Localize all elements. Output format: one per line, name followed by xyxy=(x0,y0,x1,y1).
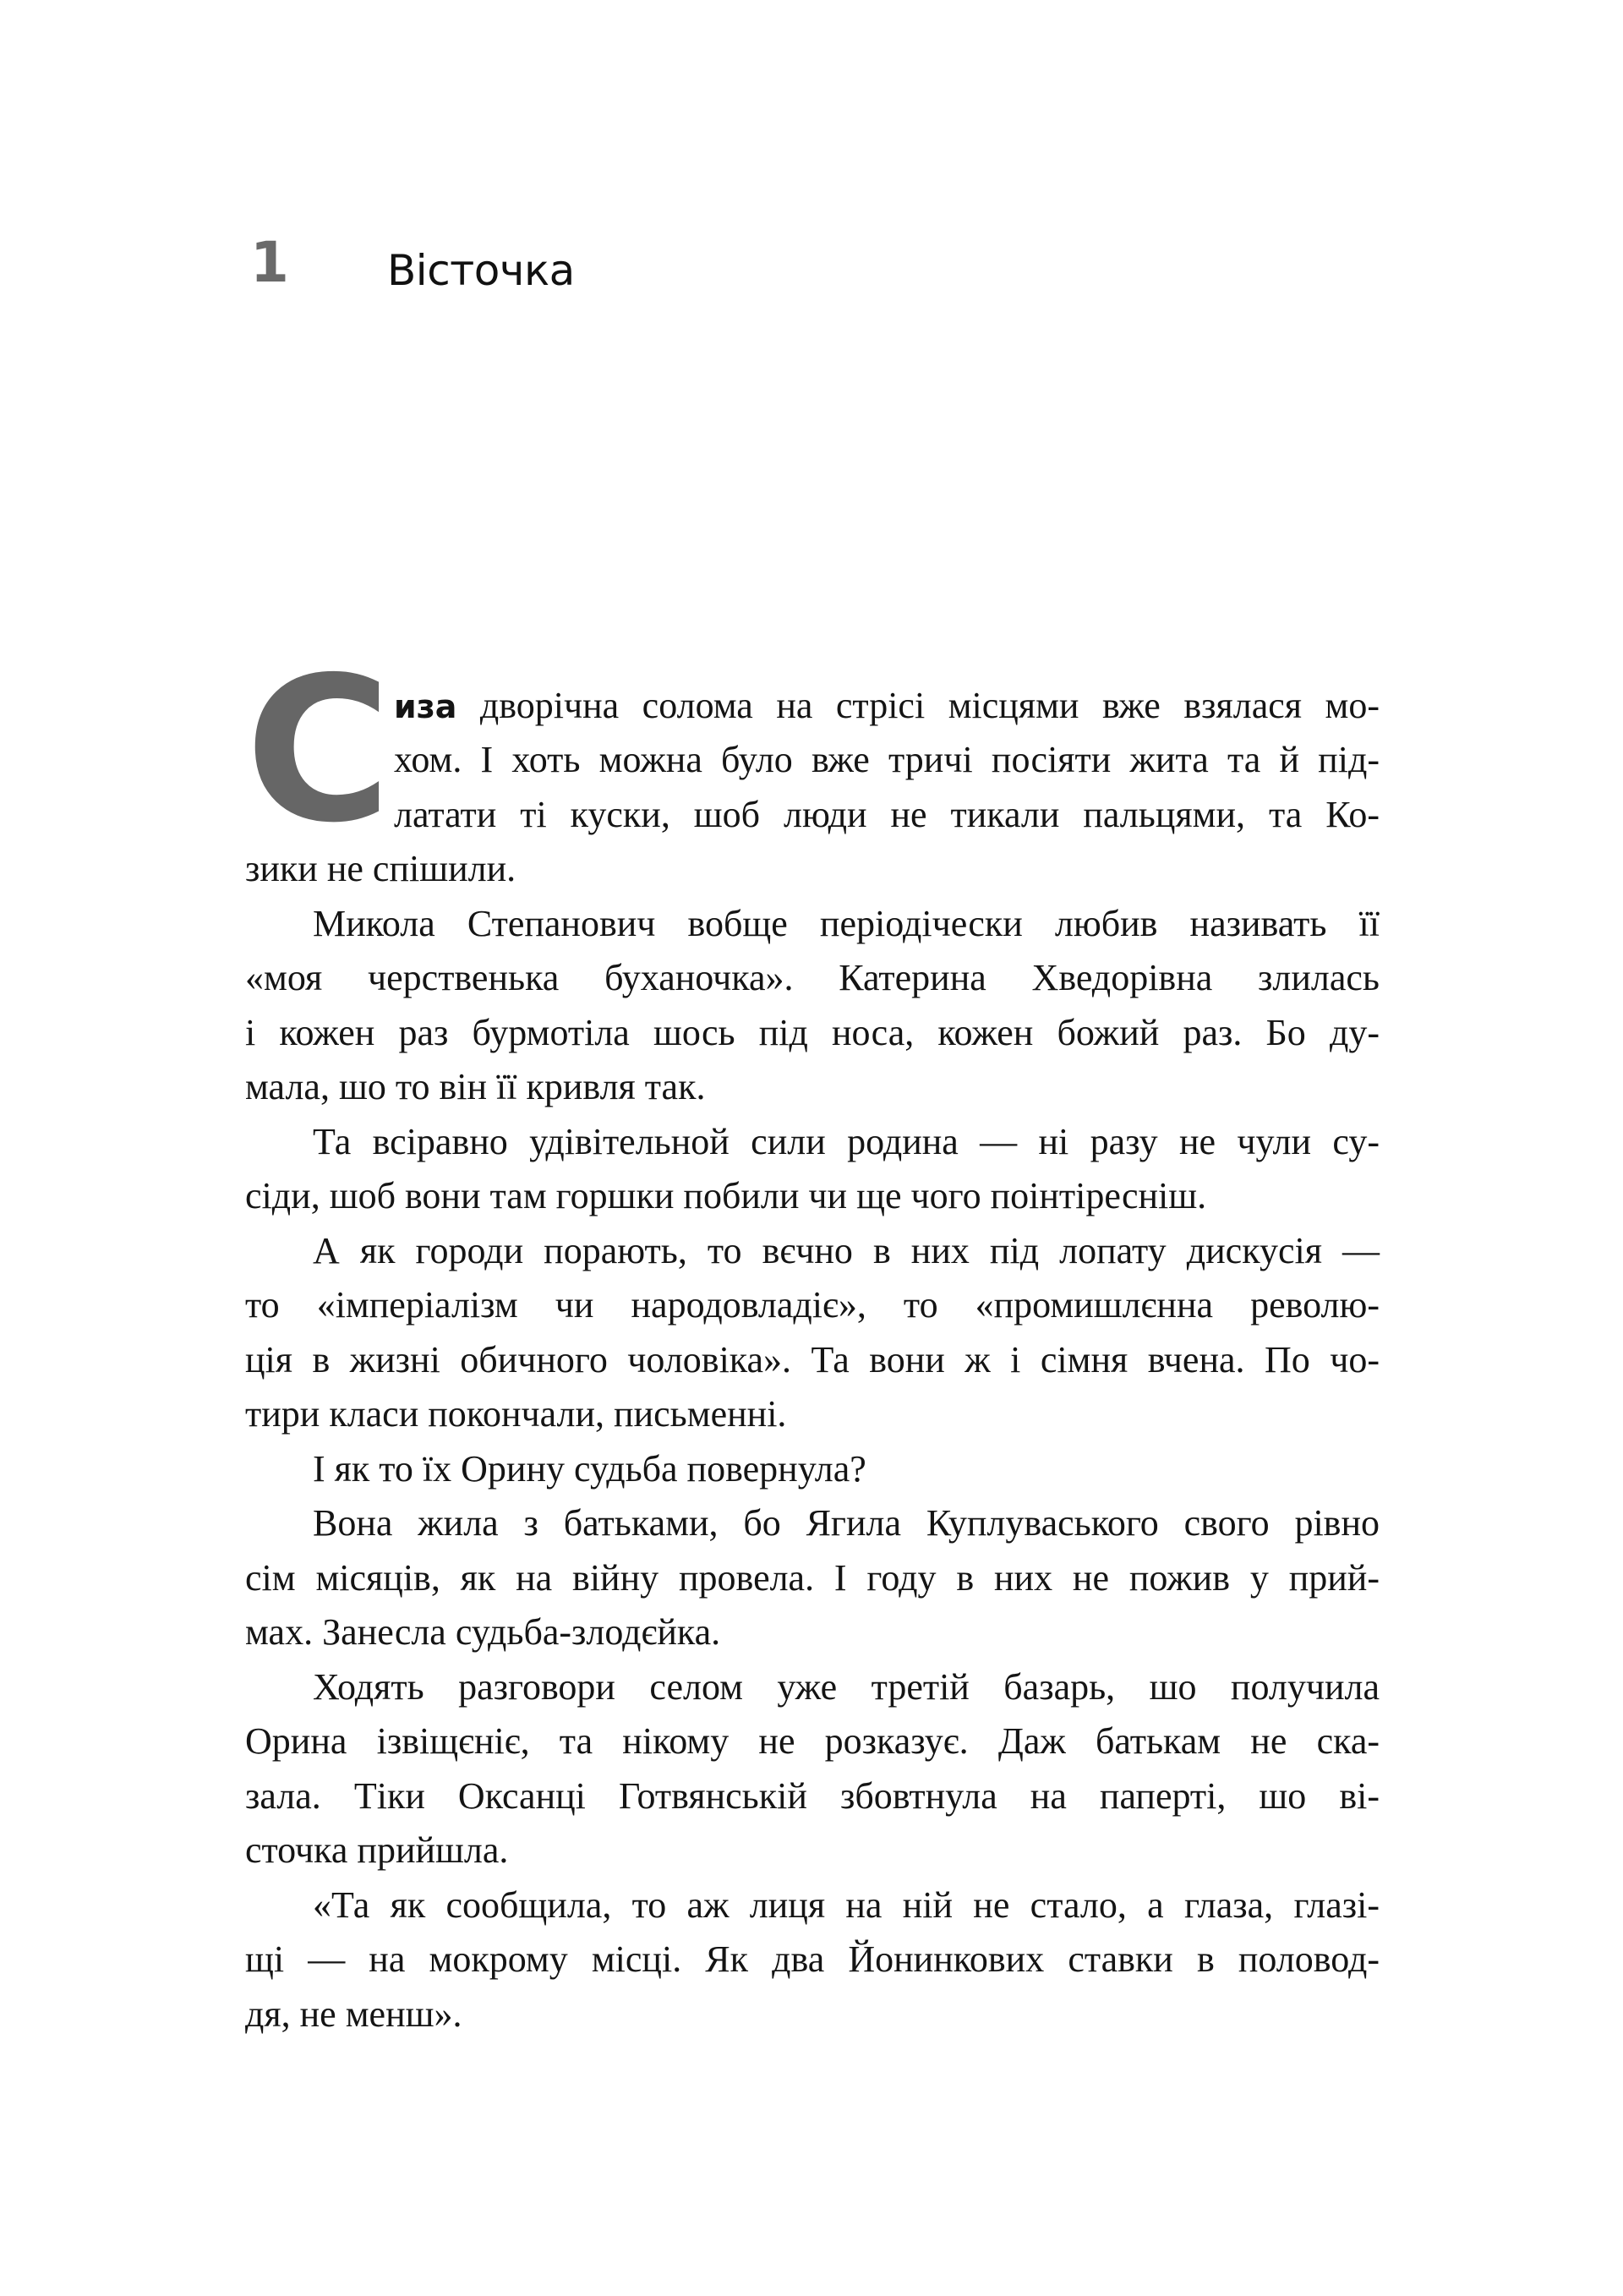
drop-cap-continuation: иза xyxy=(394,688,457,725)
paragraph-5-line-1: І як то їх Орину судьба повернула? xyxy=(313,1448,866,1490)
paragraph-4-line-1: А як городи порають, то вєчно в них під лопату дискусія — xyxy=(313,1230,1380,1271)
paragraph-6-line-3: мах. Занесла судьба-злодєйка. xyxy=(245,1611,721,1653)
paragraph-4-line-2: то «імперіалізм чи народовладіє», то «промишлєнна револю- xyxy=(245,1284,1380,1326)
paragraph-3-line-1: Та всіравно удівітельной сили родина — ні разу не чули су- xyxy=(313,1121,1380,1162)
paragraph-4-line-3: ція в жизні обичного чоловіка». Та вони ж і сімня вчена. По чо- xyxy=(245,1339,1380,1380)
line-text: дворічна солома на стрісі місцями вже взялася мо- xyxy=(456,685,1380,726)
paragraph-2-line-1: Микола Степанович вобще періодічески любив називать її xyxy=(313,903,1380,944)
paragraph-7-line-4: сточка прийшла. xyxy=(245,1829,509,1871)
paragraph-4-line-4: тири класи покончали, письменні. xyxy=(245,1393,787,1435)
paragraph-1-line-3: латати ті куски, шоб люди не тикали пальцями, та Ко- xyxy=(394,794,1380,835)
paragraph-1-line-4: зики не спішили. xyxy=(245,848,516,889)
paragraph-2-line-4: мала, шо то він її кривля так. xyxy=(245,1066,706,1107)
chapter-number: 1 xyxy=(250,230,289,295)
paragraph-1-line-2: хом. І хоть можна було вже тричі посіяти жита та й під- xyxy=(394,739,1380,780)
paragraph-7-line-1: Ходять разговори селом уже третій базарь, шо получила xyxy=(313,1666,1380,1708)
paragraph-6-line-1: Вона жила з батьками, бо Ягила Куплуваського свого рівно xyxy=(313,1502,1380,1544)
drop-cap-letter: С xyxy=(245,634,392,866)
paragraph-6-line-2: сім місяців, як на війну провела. І году в них не пожив у прий- xyxy=(245,1557,1380,1599)
paragraph-8-line-1: «Та як сообщила, то аж лиця на ній не стало, а глаза, глазі- xyxy=(313,1884,1380,1926)
paragraph-1-line-1 xyxy=(394,682,1380,730)
paragraph-2-line-3: і кожен раз бурмотіла шось під носа, кожен божий раз. Бо ду- xyxy=(245,1012,1380,1053)
paragraph-8-line-3: дя, не менш». xyxy=(245,1993,462,2035)
chapter-title: Вісточка xyxy=(387,246,575,295)
paragraph-3-line-2: сіди, шоб вони там горшки побили чи ще чого поінтіресніш. xyxy=(245,1175,1207,1216)
paragraph-7-line-2: Орина ізвіщєніє, та нікому не розказує. Даж батькам не ска- xyxy=(245,1720,1380,1762)
paragraph-7-line-3: зала. Тіки Оксанці Готвянській збовтнула на паперті, шо ві- xyxy=(245,1775,1380,1817)
paragraph-8-line-2: щі — на мокрому місці. Як два Йонинкових ставки в половод- xyxy=(245,1938,1380,1980)
paragraph-2-line-2: «моя черственька буханочка». Катерина Хведорівна злилась xyxy=(245,957,1380,998)
